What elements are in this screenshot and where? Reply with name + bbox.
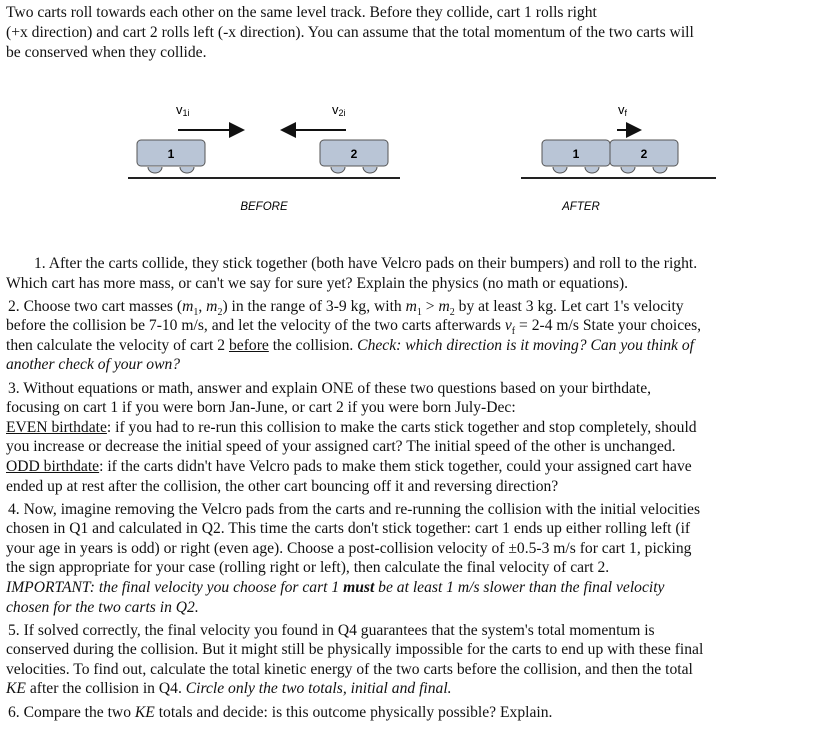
cart-1-number: 1: [572, 147, 580, 161]
before-caption: BEFORE: [240, 201, 288, 213]
question-line: conserved during the collision. But it might still be physically impossible for the carts to end up with these final: [6, 641, 704, 659]
v2i-label: v2i: [332, 102, 346, 118]
wheel: [621, 167, 635, 173]
vf-label: vf: [618, 102, 628, 118]
question-line: 1. After the carts collide, they stick together (both have Velcro pads on their bumpers) and roll to the right.: [34, 255, 698, 272]
wheel: [653, 167, 667, 173]
intro-line: (+x direction) and cart 2 rolls left (-x direction). You can assume that the total momentum of the two carts will: [6, 24, 694, 41]
question-3: [6, 379, 818, 497]
question-2: [6, 297, 818, 375]
wheel: [553, 167, 567, 173]
carts-diagram: [0, 92, 828, 222]
question-line: 4. Now, imagine removing the Velcro pads from the carts and re-running the collision with the initial velocities: [8, 500, 701, 518]
question-line: 2. Choose two cart masses ($m_1$, $m_2$) in the range of 3-9 kg, with $m_1 > m_2$ by at least 3 kg. Let cart 1's velocity: [8, 297, 684, 318]
cart-2-number: 2: [350, 147, 358, 161]
intro-line: Two carts roll towards each other on the same level track. Before they collide, cart 1 rolls right: [6, 4, 597, 21]
question-line: 6. Compare the two KE totals and decide: is this outcome physically possible? Explain.: [8, 703, 553, 721]
question-line: focusing on cart 1 if you were born Jan-June, or cart 2 if you were born July-Dec:: [6, 399, 516, 417]
question-line: chosen for the two carts in Q2.: [6, 598, 199, 616]
v1i-label: v1i: [176, 102, 190, 118]
question-4: [6, 500, 818, 618]
question-line: ODD birthdate: if the carts didn't have Velcro pads to make them stick together, could your assigned cart have: [6, 457, 692, 475]
question-line: Which cart has more mass, or can't we say for sure yet? Explain the physics (no math or equations).: [6, 274, 629, 292]
question-line: EVEN birthdate: if you had to re-run this collision to make the carts stick together and stop completely, should: [6, 418, 697, 436]
intro-paragraph: [6, 3, 818, 63]
wheel: [148, 167, 162, 173]
collision-figure: [0, 92, 828, 222]
question-5: [6, 621, 818, 699]
question-line: KE after the collision in Q4. Circle only the two totals, initial and final.: [6, 680, 452, 698]
question-line: another check of your own?: [6, 356, 181, 374]
question-line: then calculate the velocity of cart 2 before the collision. Check: which direction is it moving? Can you think of: [6, 336, 694, 354]
wheel: [180, 167, 194, 173]
question-line: the sign appropriate for your case (rolling right or left), then calculate the final velocity of cart 2.: [6, 559, 610, 577]
question-line: 3. Without equations or math, answer and explain ONE of these two questions based on your birthdate,: [8, 379, 652, 397]
cart-2-number: 2: [640, 147, 648, 161]
question-line: you increase or decrease the initial speed of your assigned cart? The initial speed of the other is unchanged.: [6, 438, 676, 456]
question-line: your age in years is odd) or right (even age). Choose a post-collision velocity of ±0.5-3 m/s for cart 1, picking: [6, 539, 692, 557]
question-line: chosen in Q1 and calculated in Q2. This time the carts don't stick together: cart 1 ends up either rolling left (if: [6, 520, 691, 538]
questions-list: [6, 254, 818, 726]
question-6: [6, 703, 818, 723]
wheel: [363, 167, 377, 173]
after-caption: AFTER: [562, 201, 600, 213]
question-1: [6, 254, 818, 293]
wheel: [585, 167, 599, 173]
question-line: velocities. To find out, calculate the total kinetic energy of the two carts before the collision, and then the total: [6, 660, 693, 678]
wheel: [331, 167, 345, 173]
cart-1-number: 1: [167, 147, 175, 161]
question-line: before the collision be 7-10 m/s, and let the velocity of the two carts afterwards $v_f = 2-4$ m/s State your choices,: [6, 317, 702, 338]
intro-line: be conserved when they collide.: [6, 44, 207, 61]
question-line: IMPORTANT: the final velocity you choose for cart 1 must be at least 1 m/s slower than the final velocity: [6, 579, 665, 596]
question-line: 5. If solved correctly, the final velocity you found in Q4 guarantees that the system's total momentum is: [8, 621, 655, 639]
question-line: ended up at rest after the collision, the other cart bouncing off it and reversing direction?: [6, 477, 559, 495]
